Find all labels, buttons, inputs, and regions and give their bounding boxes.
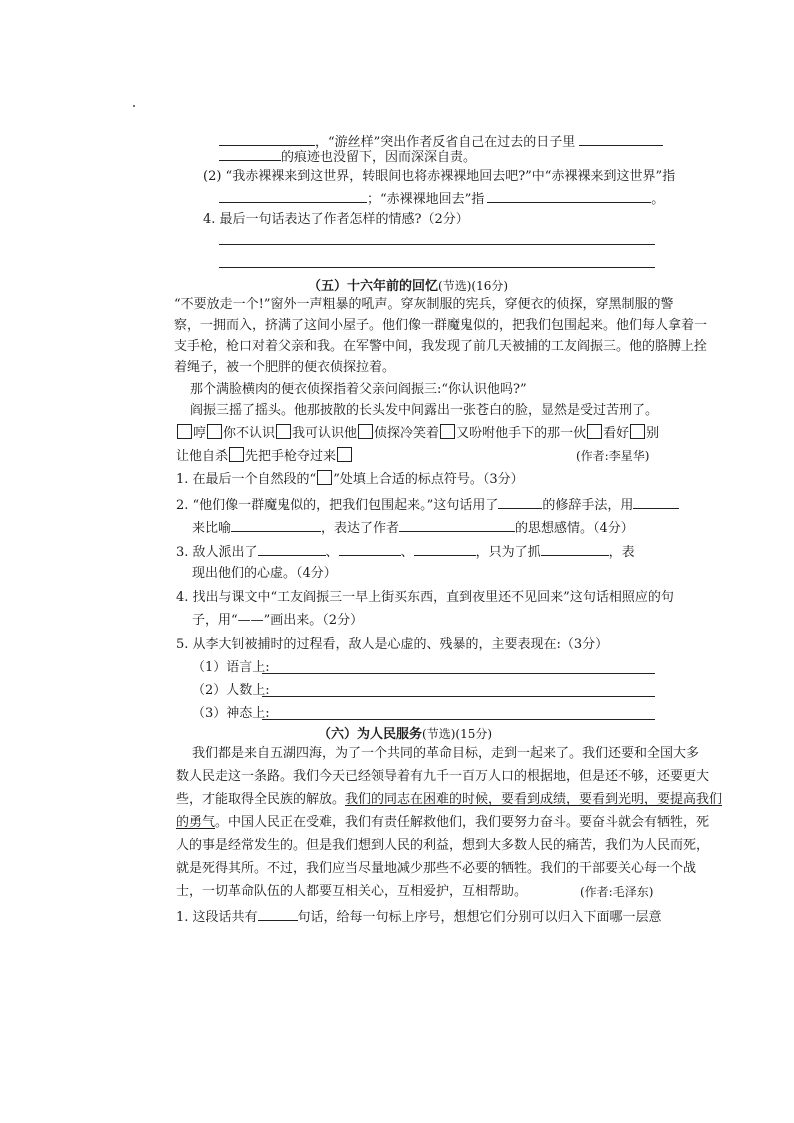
punct-box[interactable] (177, 424, 192, 439)
sec5-para1-line1: “不要放走一个!”窗外一声粗暴的吼声。穿灰制服的宪兵，穿便衣的侦探，穿黑制服的警 (174, 297, 674, 312)
section5-title: （五）十六年前的回忆(节选)(16分) (308, 279, 509, 294)
answer-blank[interactable] (579, 132, 663, 146)
sec5-q5-3: （3）神态上: (192, 706, 270, 721)
sec5-q5-2: （2）人数上: (192, 683, 270, 698)
answer-blank[interactable] (219, 147, 281, 161)
answer-blank[interactable] (633, 495, 679, 509)
sec5-q1: 1. 在最后一个自然段的“ ”处填上合适的标点符号。（3分） (176, 472, 524, 487)
q3-sub2-line1: (2) “我赤裸裸来到这世界，转眼间也将赤裸裸地回去吧?”中“赤裸裸来到这世界”指 (203, 169, 676, 184)
sec6-line5: 人的事是经常发生的。但是我们想到人民的利益，想到大多数人民的痛苦，我们为人民而死， (176, 838, 710, 853)
answer-line[interactable] (219, 244, 655, 245)
sec5-para1-line3: 支手枪，枪口对着父亲和我。在军警中间，我发现了前几天被捕的工友阎振三。他的胳膊上拴 (174, 339, 708, 354)
q3-sub2-line2: ；“赤裸裸地回去”指 。 (219, 189, 664, 209)
answer-line[interactable] (219, 267, 655, 268)
sec5-q2-line2: 来比喻 ，表达了作者 的思想感情。（4分） (192, 518, 634, 538)
sec6-line6: 就是死得其所。不过，我们应当尽量地减少那些不必要的牺牲。我们的干部要关心每一个战 (176, 861, 697, 876)
sec6-line1: 我们都是来自五湖四海，为了一个共同的革命目标，走到一起来了。我们还要和全国大多 (192, 746, 700, 761)
punct-box (317, 470, 332, 485)
punct-box[interactable] (587, 424, 602, 439)
sec5-q3-line2: 现出他们的心虚。（4分） (192, 566, 337, 581)
answer-blank[interactable] (219, 132, 315, 146)
q4-prompt: 4. 最后一句话表达了作者怎样的情感?（2分） (203, 212, 469, 227)
sec5-para1-line4: 着绳子，被一个肥胖的便衣侦探拉着。 (174, 360, 396, 375)
answer-blank[interactable] (487, 189, 651, 203)
punct-box[interactable] (630, 424, 645, 439)
q3-sub1-line1: ，“游丝样”突出作者反省自己在过去的日子里 (219, 132, 663, 152)
answer-blank[interactable] (219, 189, 367, 203)
q3-sub1-line2: 的痕迹也没留下，因而深深自责。 (219, 147, 476, 167)
sec5-para3: 阎振三摇了摇头。他那披散的长头发中间露出一张苍白的脸，显然是受过苦刑了。 (190, 403, 659, 418)
answer-line[interactable] (262, 673, 655, 674)
answer-blank[interactable] (258, 907, 298, 921)
answer-blank[interactable] (541, 542, 609, 556)
sec5-para4-line1: 哼 你不认识 我可认识他 侦探冷笑着 又吩咐他手下的那一伙 看好 别 (176, 424, 659, 443)
punct-box[interactable] (337, 447, 352, 462)
answer-blank[interactable] (414, 542, 476, 556)
sec5-author: (作者:李星华) (576, 449, 650, 463)
answer-blank[interactable] (498, 495, 542, 509)
sec5-para2: 那个满脸横肉的便衣侦探指着父亲问阎振三:“你认识他吗?” (190, 382, 527, 397)
punct-box[interactable] (229, 447, 244, 462)
sec6-author: (作者:毛泽东) (580, 885, 654, 899)
punct-box[interactable] (440, 424, 455, 439)
section6-title: （六）为人民服务(节选)(15分) (318, 727, 493, 742)
answer-blank[interactable] (258, 542, 326, 556)
answer-line[interactable] (262, 719, 655, 720)
sec6-line7: 士，一切革命队伍的人都要互相关心，互相爱护，互相帮助。 (176, 884, 528, 899)
sec5-para4-line2: 让他自杀 先把手枪夺过来 (176, 447, 353, 466)
sec5-q4-line2: 子，用“——”画出来。（2分） (192, 613, 364, 628)
sec5-q2-line1: 2. “他们像一群魔鬼似的，把我们包围起来。”这句话用了 的修辞手法，用 (176, 495, 679, 515)
sec5-para1-line2: 察，一拥而入，挤满了这间小屋子。他们像一群魔鬼似的，把我们包围起来。他们每人拿着一 (174, 318, 708, 333)
sec6-q1: 1. 这段话共有 句话，给每一句标上序号，想想它们分别可以归入下面哪一层意 (176, 907, 662, 927)
punct-box[interactable] (358, 424, 373, 439)
punct-box[interactable] (207, 424, 222, 439)
punct-box[interactable] (276, 424, 291, 439)
sec5-q5: 5. 从李大钊被捕时的过程看，敌人是心虚的、残暴的，主要表现在:（3分） (176, 637, 609, 652)
answer-blank[interactable] (231, 518, 321, 532)
answer-blank[interactable] (399, 518, 515, 532)
sec6-line3: 些，才能取得全民族的解放。我们的同志在困难的时候，要看到成绩，要看到光明，要提高我们 (176, 792, 723, 807)
sec6-line4: 的勇气。中国人民正在受难，我们有责任解救他们，我们要努力奋斗。要奋斗就会有牺牲，死 (176, 815, 710, 830)
sec5-q4-line1: 4. 找出与课文中“工友阎振三一早上街买东西，直到夜里还不见回来”这句话相照应的句 (176, 590, 674, 605)
answer-blank[interactable] (339, 542, 401, 556)
sec6-line2: 数人民走这一条路。我们今天已经领导着有九千一百万人口的根据地，但是还不够，还要更大 (176, 769, 710, 784)
answer-line[interactable] (262, 696, 655, 697)
sec5-q3-line1: 3. 敌人派出了 、 、 ，只为了抓 ，表 (176, 542, 635, 562)
scan-speck (133, 105, 135, 107)
sec5-q5-1: （1）语言上: (192, 660, 270, 675)
